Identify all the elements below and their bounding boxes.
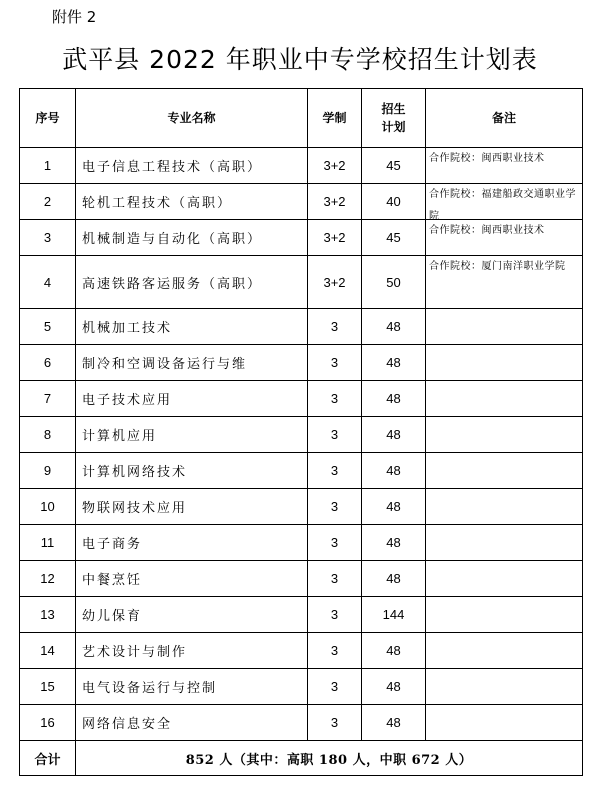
major-name: 电子技术应用 bbox=[76, 381, 308, 417]
row-number: 14 bbox=[20, 633, 76, 669]
row-number: 10 bbox=[20, 489, 76, 525]
table-row bbox=[20, 705, 583, 741]
notes-text bbox=[429, 489, 582, 521]
row-number: 13 bbox=[20, 597, 76, 633]
row-number: 4 bbox=[20, 256, 76, 309]
table-row bbox=[20, 561, 583, 597]
notes-text: 合作院校：闽西职业技术 bbox=[429, 153, 545, 164]
quota-value: 48 bbox=[362, 453, 426, 489]
row-number: 2 bbox=[20, 184, 76, 220]
major-name: 计算机网络技术 bbox=[76, 453, 308, 489]
notes-cell bbox=[426, 633, 583, 669]
quota-value: 45 bbox=[362, 220, 426, 256]
notes-text bbox=[429, 345, 582, 377]
notes-text: 合作院校：福建船政交通职业学院 bbox=[429, 189, 576, 222]
row-number: 12 bbox=[20, 561, 76, 597]
total-value: 852 人（其中：高职 180 人，中职 672 人） bbox=[76, 741, 583, 776]
table-row bbox=[20, 309, 583, 345]
header-quota bbox=[362, 89, 426, 148]
row-number: 9 bbox=[20, 453, 76, 489]
header-quota-line1: 招生 bbox=[381, 102, 406, 116]
header-no: 序号 bbox=[20, 89, 76, 148]
table-row bbox=[20, 184, 583, 220]
header-quota-line2: 计划 bbox=[381, 120, 406, 134]
notes-cell bbox=[426, 489, 583, 525]
quota-value: 48 bbox=[362, 525, 426, 561]
attachment-label: 附件 2 bbox=[52, 8, 97, 26]
row-number: 15 bbox=[20, 669, 76, 705]
major-name: 高速铁路客运服务（高职） bbox=[76, 256, 308, 309]
table-row bbox=[20, 489, 583, 525]
major-name: 艺术设计与制作 bbox=[76, 633, 308, 669]
quota-value: 144 bbox=[362, 597, 426, 633]
table-row bbox=[20, 417, 583, 453]
notes-text: 合作院校：厦门南洋职业学院 bbox=[429, 261, 566, 272]
notes-text bbox=[429, 417, 582, 449]
notes-cell bbox=[426, 453, 583, 489]
years-value: 3+2 bbox=[308, 256, 362, 309]
major-name: 计算机应用 bbox=[76, 417, 308, 453]
major-name: 制冷和空调设备运行与维 bbox=[76, 345, 308, 381]
quota-value: 48 bbox=[362, 633, 426, 669]
major-name: 幼儿保育 bbox=[76, 597, 308, 633]
quota-value: 48 bbox=[362, 669, 426, 705]
years-value: 3 bbox=[308, 381, 362, 417]
notes-text: 合作院校：闽西职业技术 bbox=[429, 225, 545, 236]
header-major: 专业名称 bbox=[76, 89, 308, 148]
years-value: 3 bbox=[308, 345, 362, 381]
years-value: 3 bbox=[308, 633, 362, 669]
quota-value: 48 bbox=[362, 489, 426, 525]
quota-value: 40 bbox=[362, 184, 426, 220]
years-value: 3 bbox=[308, 309, 362, 345]
notes-text bbox=[429, 453, 582, 485]
years-value: 3 bbox=[308, 561, 362, 597]
major-name: 中餐烹饪 bbox=[76, 561, 308, 597]
row-number: 3 bbox=[20, 220, 76, 256]
years-value: 3+2 bbox=[308, 184, 362, 220]
table-row bbox=[20, 220, 583, 256]
table-row bbox=[20, 633, 583, 669]
row-number: 5 bbox=[20, 309, 76, 345]
years-value: 3 bbox=[308, 417, 362, 453]
years-value: 3 bbox=[308, 489, 362, 525]
table-row bbox=[20, 345, 583, 381]
notes-text bbox=[429, 633, 582, 665]
quota-value: 45 bbox=[362, 148, 426, 184]
notes-cell bbox=[426, 184, 583, 220]
notes-text bbox=[429, 561, 582, 593]
notes-cell bbox=[426, 705, 583, 741]
notes-cell bbox=[426, 525, 583, 561]
table-row bbox=[20, 525, 583, 561]
major-name: 网络信息安全 bbox=[76, 705, 308, 741]
notes-text bbox=[429, 669, 582, 701]
quota-value: 48 bbox=[362, 309, 426, 345]
table-row bbox=[20, 256, 583, 309]
row-number: 7 bbox=[20, 381, 76, 417]
years-value: 3 bbox=[308, 453, 362, 489]
row-number: 1 bbox=[20, 148, 76, 184]
table-row bbox=[20, 597, 583, 633]
notes-cell bbox=[426, 597, 583, 633]
notes-text bbox=[429, 597, 582, 629]
notes-cell bbox=[426, 309, 583, 345]
years-value: 3+2 bbox=[308, 220, 362, 256]
row-number: 6 bbox=[20, 345, 76, 381]
table-row bbox=[20, 453, 583, 489]
table-header-row bbox=[20, 89, 583, 148]
row-number: 11 bbox=[20, 525, 76, 561]
major-name: 物联网技术应用 bbox=[76, 489, 308, 525]
row-number: 8 bbox=[20, 417, 76, 453]
major-name: 轮机工程技术（高职） bbox=[76, 184, 308, 220]
table-row bbox=[20, 148, 583, 184]
notes-cell bbox=[426, 220, 583, 256]
notes-cell bbox=[426, 345, 583, 381]
major-name: 电子信息工程技术（高职） bbox=[76, 148, 308, 184]
years-value: 3+2 bbox=[308, 148, 362, 184]
notes-text bbox=[429, 525, 582, 557]
notes-cell bbox=[426, 256, 583, 309]
quota-value: 48 bbox=[362, 345, 426, 381]
enrollment-plan-table bbox=[19, 88, 583, 776]
notes-text bbox=[429, 309, 582, 341]
quota-value: 48 bbox=[362, 705, 426, 741]
header-notes: 备注 bbox=[426, 89, 583, 148]
notes-cell bbox=[426, 669, 583, 705]
major-name: 电子商务 bbox=[76, 525, 308, 561]
years-value: 3 bbox=[308, 525, 362, 561]
notes-text bbox=[429, 381, 582, 413]
table-row bbox=[20, 669, 583, 705]
quota-value: 50 bbox=[362, 256, 426, 309]
notes-cell bbox=[426, 381, 583, 417]
notes-cell bbox=[426, 417, 583, 453]
notes-cell bbox=[426, 148, 583, 184]
table-row bbox=[20, 381, 583, 417]
total-row bbox=[20, 741, 583, 776]
notes-text bbox=[429, 705, 582, 737]
years-value: 3 bbox=[308, 597, 362, 633]
major-name: 机械制造与自动化（高职） bbox=[76, 220, 308, 256]
years-value: 3 bbox=[308, 669, 362, 705]
notes-cell bbox=[426, 561, 583, 597]
total-label: 合计 bbox=[20, 741, 76, 776]
document-title: 武平县 2022 年职业中专学校招生计划表 bbox=[62, 45, 538, 74]
quota-value: 48 bbox=[362, 417, 426, 453]
major-name: 机械加工技术 bbox=[76, 309, 308, 345]
quota-value: 48 bbox=[362, 381, 426, 417]
header-years: 学制 bbox=[308, 89, 362, 148]
row-number: 16 bbox=[20, 705, 76, 741]
quota-value: 48 bbox=[362, 561, 426, 597]
years-value: 3 bbox=[308, 705, 362, 741]
major-name: 电气设备运行与控制 bbox=[76, 669, 308, 705]
